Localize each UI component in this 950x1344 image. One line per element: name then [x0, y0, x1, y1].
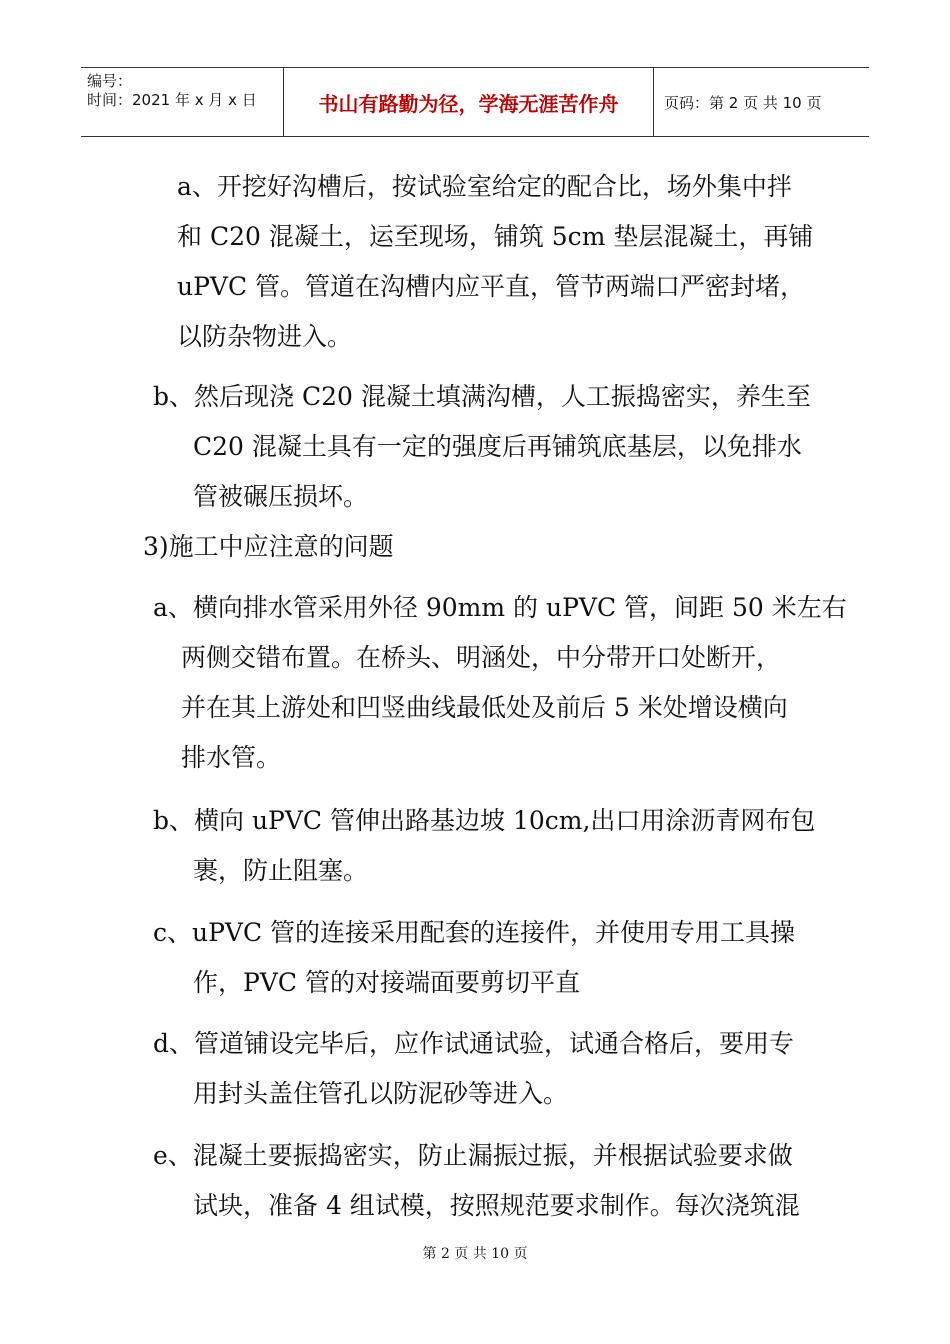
header-meta [81, 68, 284, 136]
page-header [81, 67, 869, 137]
text-line: 和 C20 混凝土，运至现场，铺筑 5cm 垫层混凝土，再铺 [177, 222, 814, 251]
text-line: uPVC 管。管道在沟槽内应平直，管节两端口严密封堵， [177, 272, 806, 301]
text-line: 两侧交错布置。在桥头、明涵处，中分带开口处断开， [181, 643, 782, 672]
text-line: 作，PVC 管的对接端面要剪切平直 [193, 968, 580, 997]
paragraph-a-drain-pipe [153, 583, 847, 783]
text-line: 用封头盖住管孔以防泥砂等进入。 [193, 1079, 569, 1108]
text-line: 试块，准备 4 组试模，按照规范要求制作。每次浇筑混 [193, 1191, 800, 1220]
paragraph-c-pipe-connection [153, 908, 795, 1008]
text-line: d、管道铺设完毕后，应作试通试验，试通合格后，要用专 [153, 1029, 795, 1058]
text-line: C20 混凝土具有一定的强度后再铺筑底基层，以免排水 [193, 432, 802, 461]
document-date: 时间：2021 年 x 月 x 日 [87, 91, 257, 109]
section-heading: 3)施工中应注意的问题 [143, 532, 394, 561]
paragraph-e-concrete-vibration [153, 1131, 800, 1231]
text-line: b、然后现浇 C20 混凝土填满沟槽，人工振捣密实，养生至 [153, 382, 811, 411]
header-motto: 书山有路勤为径，学海无涯苦作舟 [284, 68, 654, 136]
document-number-label: 编号： [87, 72, 133, 90]
text-line: 以防杂物进入。 [177, 322, 353, 351]
page-footer: 第 2 页 共 10 页 [422, 1246, 528, 1262]
text-line: c、uPVC 管的连接采用配套的连接件，并使用专用工具操 [153, 918, 796, 947]
paragraph-d-pipe-testing [153, 1019, 794, 1119]
text-line: a、开挖好沟槽后，按试验室给定的配合比，场外集中拌 [177, 172, 792, 201]
paragraph-b-pipe-outlet [153, 796, 815, 896]
text-line: 裹，防止阻塞。 [193, 856, 369, 885]
header-page-info: 页码：第 2 页 共 10 页 [664, 93, 822, 112]
text-line: b、横向 uPVC 管伸出路基边坡 10cm,出口用涂沥青网布包 [153, 806, 816, 835]
text-line: 并在其上游处和凹竖曲线最低处及前后 5 米处增设横向 [181, 693, 788, 722]
text-line: e、混凝土要振捣密实，防止漏振过振，并根据试验要求做 [153, 1141, 793, 1170]
text-line: 排水管。 [181, 743, 282, 772]
text-line: a、横向排水管采用外径 90mm 的 uPVC 管，间距 50 米左右 [153, 593, 847, 622]
paragraph-a-excavation [177, 162, 813, 362]
text-line: 管被碾压损坏。 [193, 482, 369, 511]
paragraph-b-pouring [153, 372, 811, 522]
